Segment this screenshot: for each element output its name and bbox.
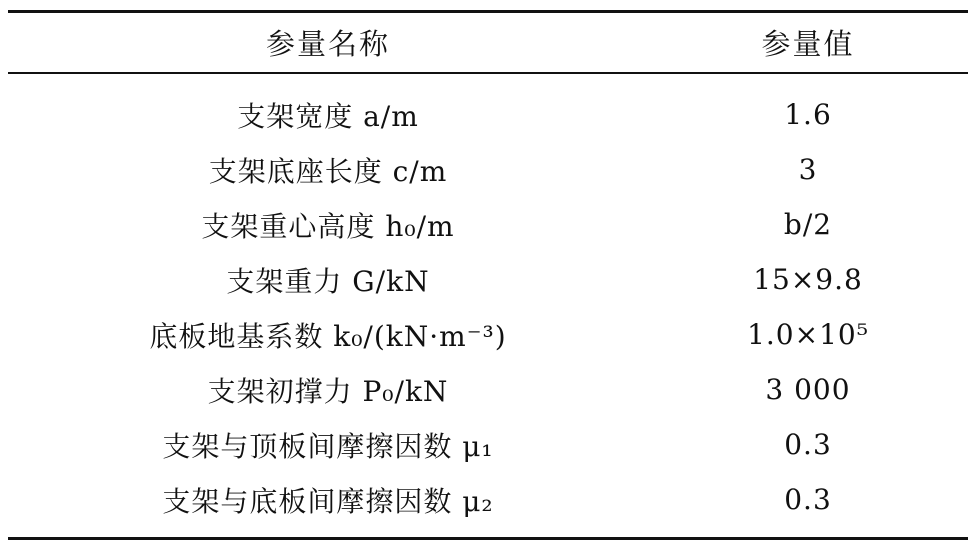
table-row	[8, 417, 968, 472]
row-parameter-value: 15×9.8	[753, 263, 863, 296]
table-row	[8, 252, 968, 307]
row-parameter-value: b/2	[783, 208, 833, 241]
row-parameter-name: 支架底座长度 c/m	[208, 154, 448, 188]
row-parameter-name: 支架初撑力 P₀/kN	[207, 374, 449, 408]
row-parameter-name: 支架与顶板间摩擦因数 μ₁	[162, 429, 494, 463]
row-parameter-name: 支架重心高度 h₀/m	[201, 209, 455, 243]
table-row	[8, 87, 968, 142]
parameter-table	[8, 10, 968, 540]
row-parameter-value: 3	[798, 153, 818, 186]
row-parameter-value: 3 000	[765, 373, 851, 406]
row-parameter-name: 支架重力 G/kN	[226, 264, 430, 298]
table-row	[8, 362, 968, 417]
table-row	[8, 472, 968, 527]
table-row	[8, 197, 968, 252]
table-bottom-rule	[8, 537, 968, 540]
row-parameter-value: 1.6	[784, 98, 832, 131]
table-row	[8, 307, 968, 362]
row-parameter-name: 支架宽度 a/m	[237, 99, 419, 133]
row-parameter-value: 1.0×10⁵	[747, 318, 869, 351]
row-parameter-value: 0.3	[784, 428, 832, 461]
table-row	[8, 142, 968, 197]
table-header-row	[8, 13, 968, 72]
row-parameter-name: 底板地基系数 k₀/(kN·m⁻³)	[149, 319, 507, 353]
header-parameter-name: 参量名称	[265, 27, 390, 61]
row-parameter-name: 支架与底板间摩擦因数 μ₂	[162, 484, 494, 518]
row-parameter-value: 0.3	[784, 483, 832, 516]
header-parameter-value: 参量值	[761, 27, 855, 61]
table-header-rule	[8, 72, 968, 74]
